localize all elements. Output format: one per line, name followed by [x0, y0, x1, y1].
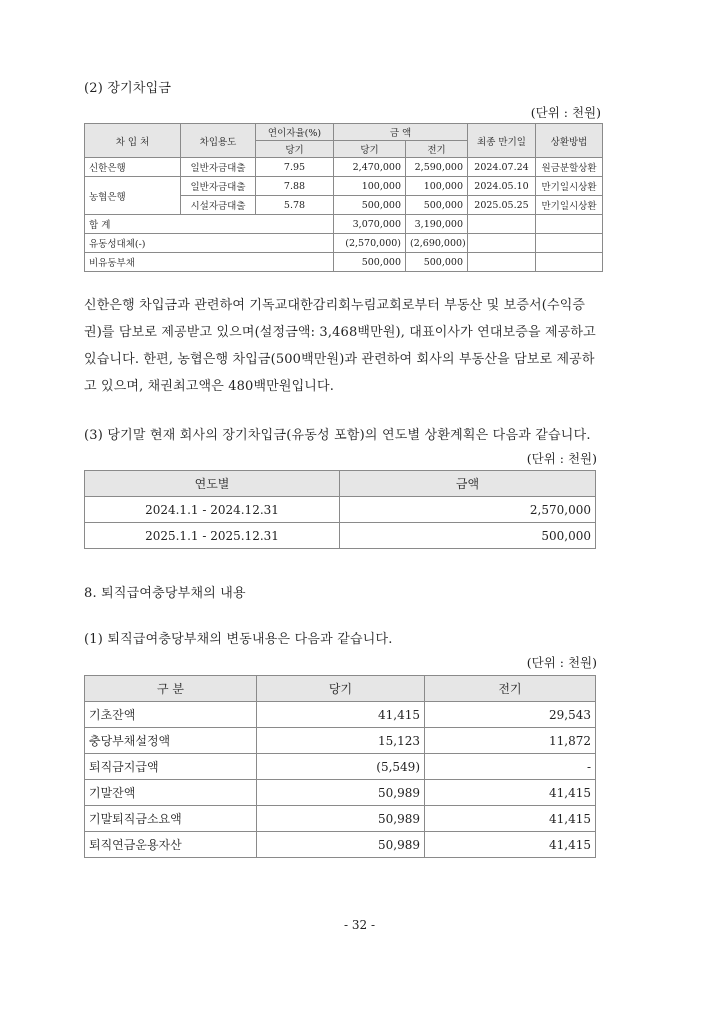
amount-cell: 2,570,000	[340, 497, 596, 523]
current-portion-row	[85, 234, 603, 253]
prior-cell: 11,872	[425, 728, 596, 754]
current-portion-prior: (2,690,000)	[406, 234, 468, 253]
section-2-unit: (단위 : 천원)	[530, 105, 601, 120]
total-row	[85, 215, 603, 234]
header-rate-current: 당기	[256, 141, 334, 158]
repay-cell: 원금분할상환	[536, 158, 603, 177]
current-amount-cell: 500,000	[334, 196, 406, 215]
repayment-schedule-table	[84, 470, 596, 549]
total-current: 3,070,000	[334, 215, 406, 234]
item-cell: 기초잔액	[85, 702, 257, 728]
item-cell: 기말잔액	[85, 780, 257, 806]
header-amount: 금액	[340, 471, 596, 497]
section-3-unit: (단위 : 천원)	[526, 451, 597, 466]
current-cell: 50,989	[257, 832, 425, 858]
current-portion-label: 유동성대체(-)	[85, 234, 334, 253]
item-cell: 기말퇴직금소요액	[85, 806, 257, 832]
section-2-title: (2) 장기차입금	[84, 81, 172, 96]
purpose-cell: 시설자금대출	[181, 196, 256, 215]
period-cell: 2025.1.1 - 2025.12.31	[85, 523, 340, 549]
noncurrent-row	[85, 253, 603, 272]
prior-amount-cell: 2,590,000	[406, 158, 468, 177]
header-prior: 전기	[425, 676, 596, 702]
repay-cell: 만기일시상환	[536, 196, 603, 215]
noncurrent-prior: 500,000	[406, 253, 468, 272]
period-cell: 2024.1.1 - 2024.12.31	[85, 497, 340, 523]
item-cell: 퇴직연금운용자산	[85, 832, 257, 858]
paragraph-line: 신한은행 차입금과 관련하여 기독교대한감리회누림교회로부터 부동산 및 보증서(수익증	[84, 298, 586, 313]
table-row	[85, 832, 596, 858]
header-period: 연도별	[85, 471, 340, 497]
current-cell: 41,415	[257, 702, 425, 728]
noncurrent-label: 비유동부채	[85, 253, 334, 272]
header-item: 구 분	[85, 676, 257, 702]
maturity-cell: 2024.05.10	[468, 177, 536, 196]
header-repay: 상환방법	[536, 124, 603, 158]
current-cell: 50,989	[257, 780, 425, 806]
prior-cell: 41,415	[425, 806, 596, 832]
rate-cell: 5.78	[256, 196, 334, 215]
table-row	[85, 728, 596, 754]
header-lender: 차 입 처	[85, 124, 181, 158]
table-row	[85, 806, 596, 832]
current-amount-cell: 100,000	[334, 177, 406, 196]
section-8-unit: (단위 : 천원)	[526, 655, 597, 670]
section-8-subtitle: (1) 퇴직급여충당부채의 변동내용은 다음과 같습니다.	[84, 632, 393, 647]
item-cell: 충당부채설정액	[85, 728, 257, 754]
paragraph-line: 고 있으며, 채권최고액은 480백만원입니다.	[84, 379, 335, 394]
current-portion-current: (2,570,000)	[334, 234, 406, 253]
header-purpose: 차입용도	[181, 124, 256, 158]
header-amount: 금 액	[334, 124, 468, 141]
current-amount-cell: 2,470,000	[334, 158, 406, 177]
maturity-cell: 2024.07.24	[468, 158, 536, 177]
header-current: 당기	[257, 676, 425, 702]
total-label: 합 계	[85, 215, 334, 234]
table-row	[85, 702, 596, 728]
table-row	[85, 497, 596, 523]
purpose-cell: 일반자금대출	[181, 177, 256, 196]
prior-cell: 41,415	[425, 832, 596, 858]
maturity-cell: 2025.05.25	[468, 196, 536, 215]
table-row	[85, 780, 596, 806]
lender-cell: 농협은행	[85, 177, 181, 215]
noncurrent-current: 500,000	[334, 253, 406, 272]
section-8-title: 8. 퇴직급여충당부채의 내용	[84, 586, 246, 601]
prior-cell: -	[425, 754, 596, 780]
amount-cell: 500,000	[340, 523, 596, 549]
long-term-borrowings-table	[84, 123, 603, 272]
header-amount-current: 당기	[334, 141, 406, 158]
page-number: - 32 -	[343, 918, 375, 932]
collateral-paragraph	[84, 292, 614, 400]
current-cell: 50,989	[257, 806, 425, 832]
prior-cell: 29,543	[425, 702, 596, 728]
lender-cell: 신한은행	[85, 158, 181, 177]
retirement-provision-table	[84, 675, 596, 858]
prior-amount-cell: 500,000	[406, 196, 468, 215]
current-cell: 15,123	[257, 728, 425, 754]
item-cell: 퇴직금지급액	[85, 754, 257, 780]
current-cell: (5,549)	[257, 754, 425, 780]
purpose-cell: 일반자금대출	[181, 158, 256, 177]
prior-cell: 41,415	[425, 780, 596, 806]
header-amount-prior: 전기	[406, 141, 468, 158]
table-row	[85, 523, 596, 549]
paragraph-line: 있습니다. 한편, 농협은행 차입금(500백만원)과 관련하여 회사의 부동산을 담보로 제공하	[84, 352, 595, 367]
total-prior: 3,190,000	[406, 215, 468, 234]
table-row	[85, 177, 603, 196]
header-maturity: 최종 만기일	[468, 124, 536, 158]
prior-amount-cell: 100,000	[406, 177, 468, 196]
rate-cell: 7.88	[256, 177, 334, 196]
table-row	[85, 158, 603, 177]
repay-cell: 만기일시상환	[536, 177, 603, 196]
header-rate: 연이자율(%)	[256, 124, 334, 141]
table-row	[85, 754, 596, 780]
rate-cell: 7.95	[256, 158, 334, 177]
section-3-title: (3) 당기말 현재 회사의 장기차입금(유동성 포함)의 연도별 상환계획은 다음과 같습니다.	[84, 428, 591, 443]
paragraph-line: 권)를 담보로 제공받고 있으며(설정금액: 3,468백만원), 대표이사가 연대보증을 제공하고	[84, 325, 596, 340]
